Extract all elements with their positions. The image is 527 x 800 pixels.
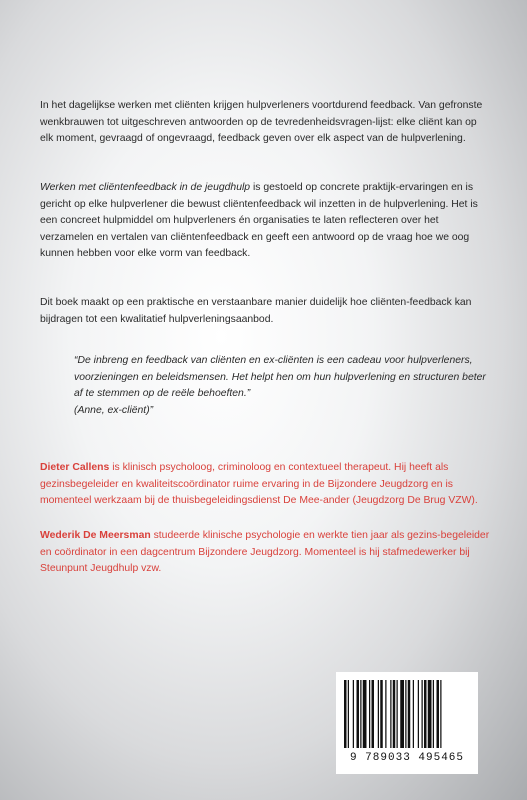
quote-attribution: (Anne, ex-cliënt)” [74,404,154,416]
description-text: is gestoeld op concrete praktijk-ervaringen en is gericht op elke hulpverlener die bewust cliëntenfeedback wil inzetten in de hulpverlening. Het is een concreet hulpmiddel om hulpverleners én organisaties te laten reflecteren over het verzamelen en vertalen van cliëntenfeedback en geeft een antwoord op de vraag hoe we oog kunnen hebben voor elke vorm van feedback. [40,182,478,259]
author-bio-callens [40,460,492,510]
barcode-bars [336,672,478,752]
barcode-bar [405,680,406,748]
author-bio-text-de-meersman: studeerde klinische psychologie en werkte tien jaar als gezins-begeleider en coördinator in een dagcentrum Bijzondere Jeugdzorg. Momenteel is hij stafmedewerker bij Steunpunt Jeugdhulp vzw. [40,530,490,574]
author-bio-de-meersman [40,528,492,578]
isbn-number: 9 789033 495465 [349,752,465,764]
barcode-bar [437,680,440,748]
barcode-bar [393,680,396,748]
barcode-bar [348,680,349,748]
barcode-bar [424,680,427,748]
author-name-callens: Dieter Callens [40,462,110,473]
author-name-de-meersman: Wederik De Meersman [40,530,151,541]
barcode-bar [378,680,379,748]
barcode-bar [422,680,423,748]
intro-paragraph: In het dagelijkse werken met cliënten krijgen hulpverleners voortdurend feedback. Van gefronste wenkbrauwen tot uitgeschreven antwoorden op de tevredenheidsvragen-lijst: elke cliënt kan op elk moment, gevraagd of ongevraagd, feedback geven over elk aspect van de hulpverlening. [40,100,483,144]
barcode-bar [390,680,391,748]
description-paragraph [40,180,492,263]
author-bio-text-callens: is klinisch psycholoog, criminoloog en contextueel therapeut. Hij heeft als gezinsbegeleider en kwaliteitscoördinator ruime ervaring in de Bijzondere Jeugdzorg en is momenteel werkzaam bij de thuisbegeleidingsdienst De Mee-ander (Jeugdzorg De Brug VZW). [40,462,478,506]
book-title: Werken met cliëntenfeedback in de jeugdhulp [40,182,251,193]
barcode-bar [400,680,404,748]
barcode-bar [385,680,386,748]
barcode-bar [397,680,398,748]
barcode-bar [344,680,347,748]
barcode-bar [413,680,414,748]
barcode-bar [369,680,370,748]
barcode-bar [357,680,360,748]
summary-paragraph: Dit boek maakt op een praktische en verstaanbare manier duidelijk hoe cliënten-feedback kan bijdragen tot een kwalitatief hulpverleningsaanbod. [40,297,472,325]
barcode-bar [433,680,434,748]
barcode-bar [418,680,419,748]
testimonial-quote [74,353,494,419]
barcode-bar [440,680,441,748]
barcode-bar [428,680,432,748]
quote-text: “De inbreng en feedback van cliënten en ex-cliënten is een cadeau voor hulpverleners, voorzieningen en beleidsmensen. Het helpt hen om hun hulpverlening en structuren beter af te stemmen op de reële behoeften.” [74,355,486,399]
barcode-bar [380,680,383,748]
barcode-bar [372,680,375,748]
barcode-bar [408,680,411,748]
barcode-bar [363,680,367,748]
barcode-bar [360,680,361,748]
barcode-bar [353,680,354,748]
